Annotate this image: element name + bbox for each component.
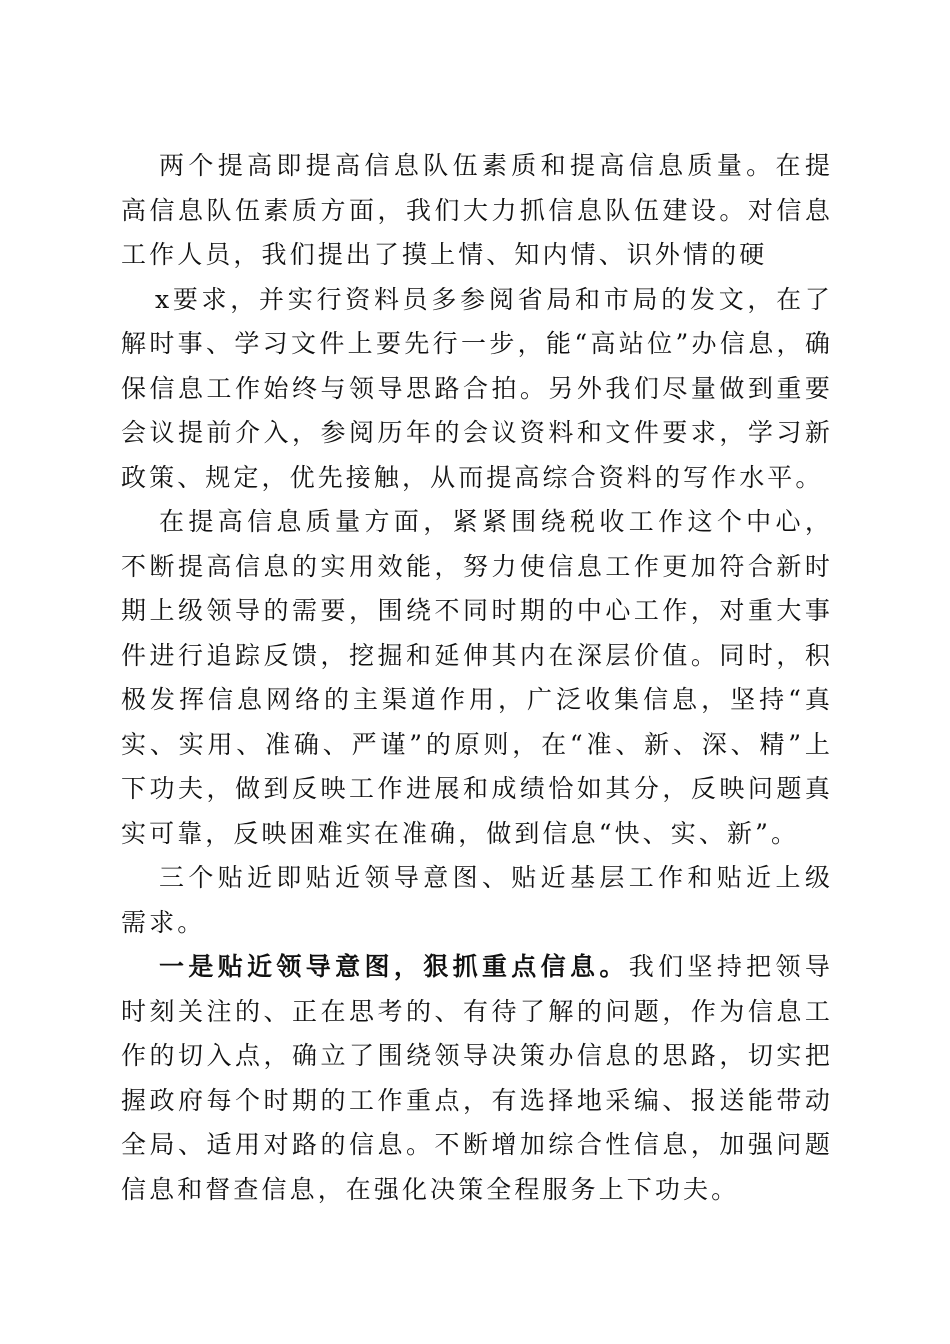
paragraph-information-quality: 在提高信息质量方面，紧紧围绕税收工作这个中心，不断提高信息的实用效能，努力使信息工作更加符合新时期上级领导的需要，围绕不同时期的中心工作，对重大事件进行追踪反馈，挖掘和延伸其内在深层价值。同时，积极发挥信息网络的主渠道作用，广泛收集信息，坚持“真实、实用、准确、严谨”的原则，在“准、新、深、精”上下功夫，做到反映工作进展和成绩恰如其分，反映问题真实可靠，反映困难实在准确，做到信息“快、实、新”。 (121, 507, 833, 848)
paragraph-requirements: x要求，并实行资料员多参阅省局和市局的发文，在了解时事、学习文件上要先行一步，能“高站位”办信息，确保信息工作始终与领导思路合拍。另外我们尽量做到重要会议提前介入，参阅历年的会议资料和文件要求，学习新政策、规定，优先接触，从而提高综合资料的写作水平。 (121, 284, 833, 492)
document-body (121, 144, 833, 1212)
paragraph-three-closeness: 三个贴近即贴近领导意图、贴近基层工作和贴近上级需求。 (121, 863, 833, 937)
paragraph-leadership-intent (121, 945, 833, 1212)
paragraph-two-improvements: 两个提高即提高信息队伍素质和提高信息质量。在提高信息队伍素质方面，我们大力抓信息队伍建设。对信息工作人员，我们提出了摸上情、知内情、识外情的硬 (121, 151, 833, 269)
paragraph-lead-heading: 一是贴近领导意图，狠抓重点信息。 (159, 952, 629, 981)
paragraph-lead-body: 我们坚持把领导时刻关注的、正在思考的、有待了解的问题，作为信息工作的切入点，确立了围绕领导决策办信息的思路，切实把握政府每个时期的工作重点，有选择地采编、报送能带动全局、适用对路的信息。不断增加综合性信息，加强问题信息和督查信息，在强化决策全程服务上下功夫。 (121, 952, 834, 1204)
